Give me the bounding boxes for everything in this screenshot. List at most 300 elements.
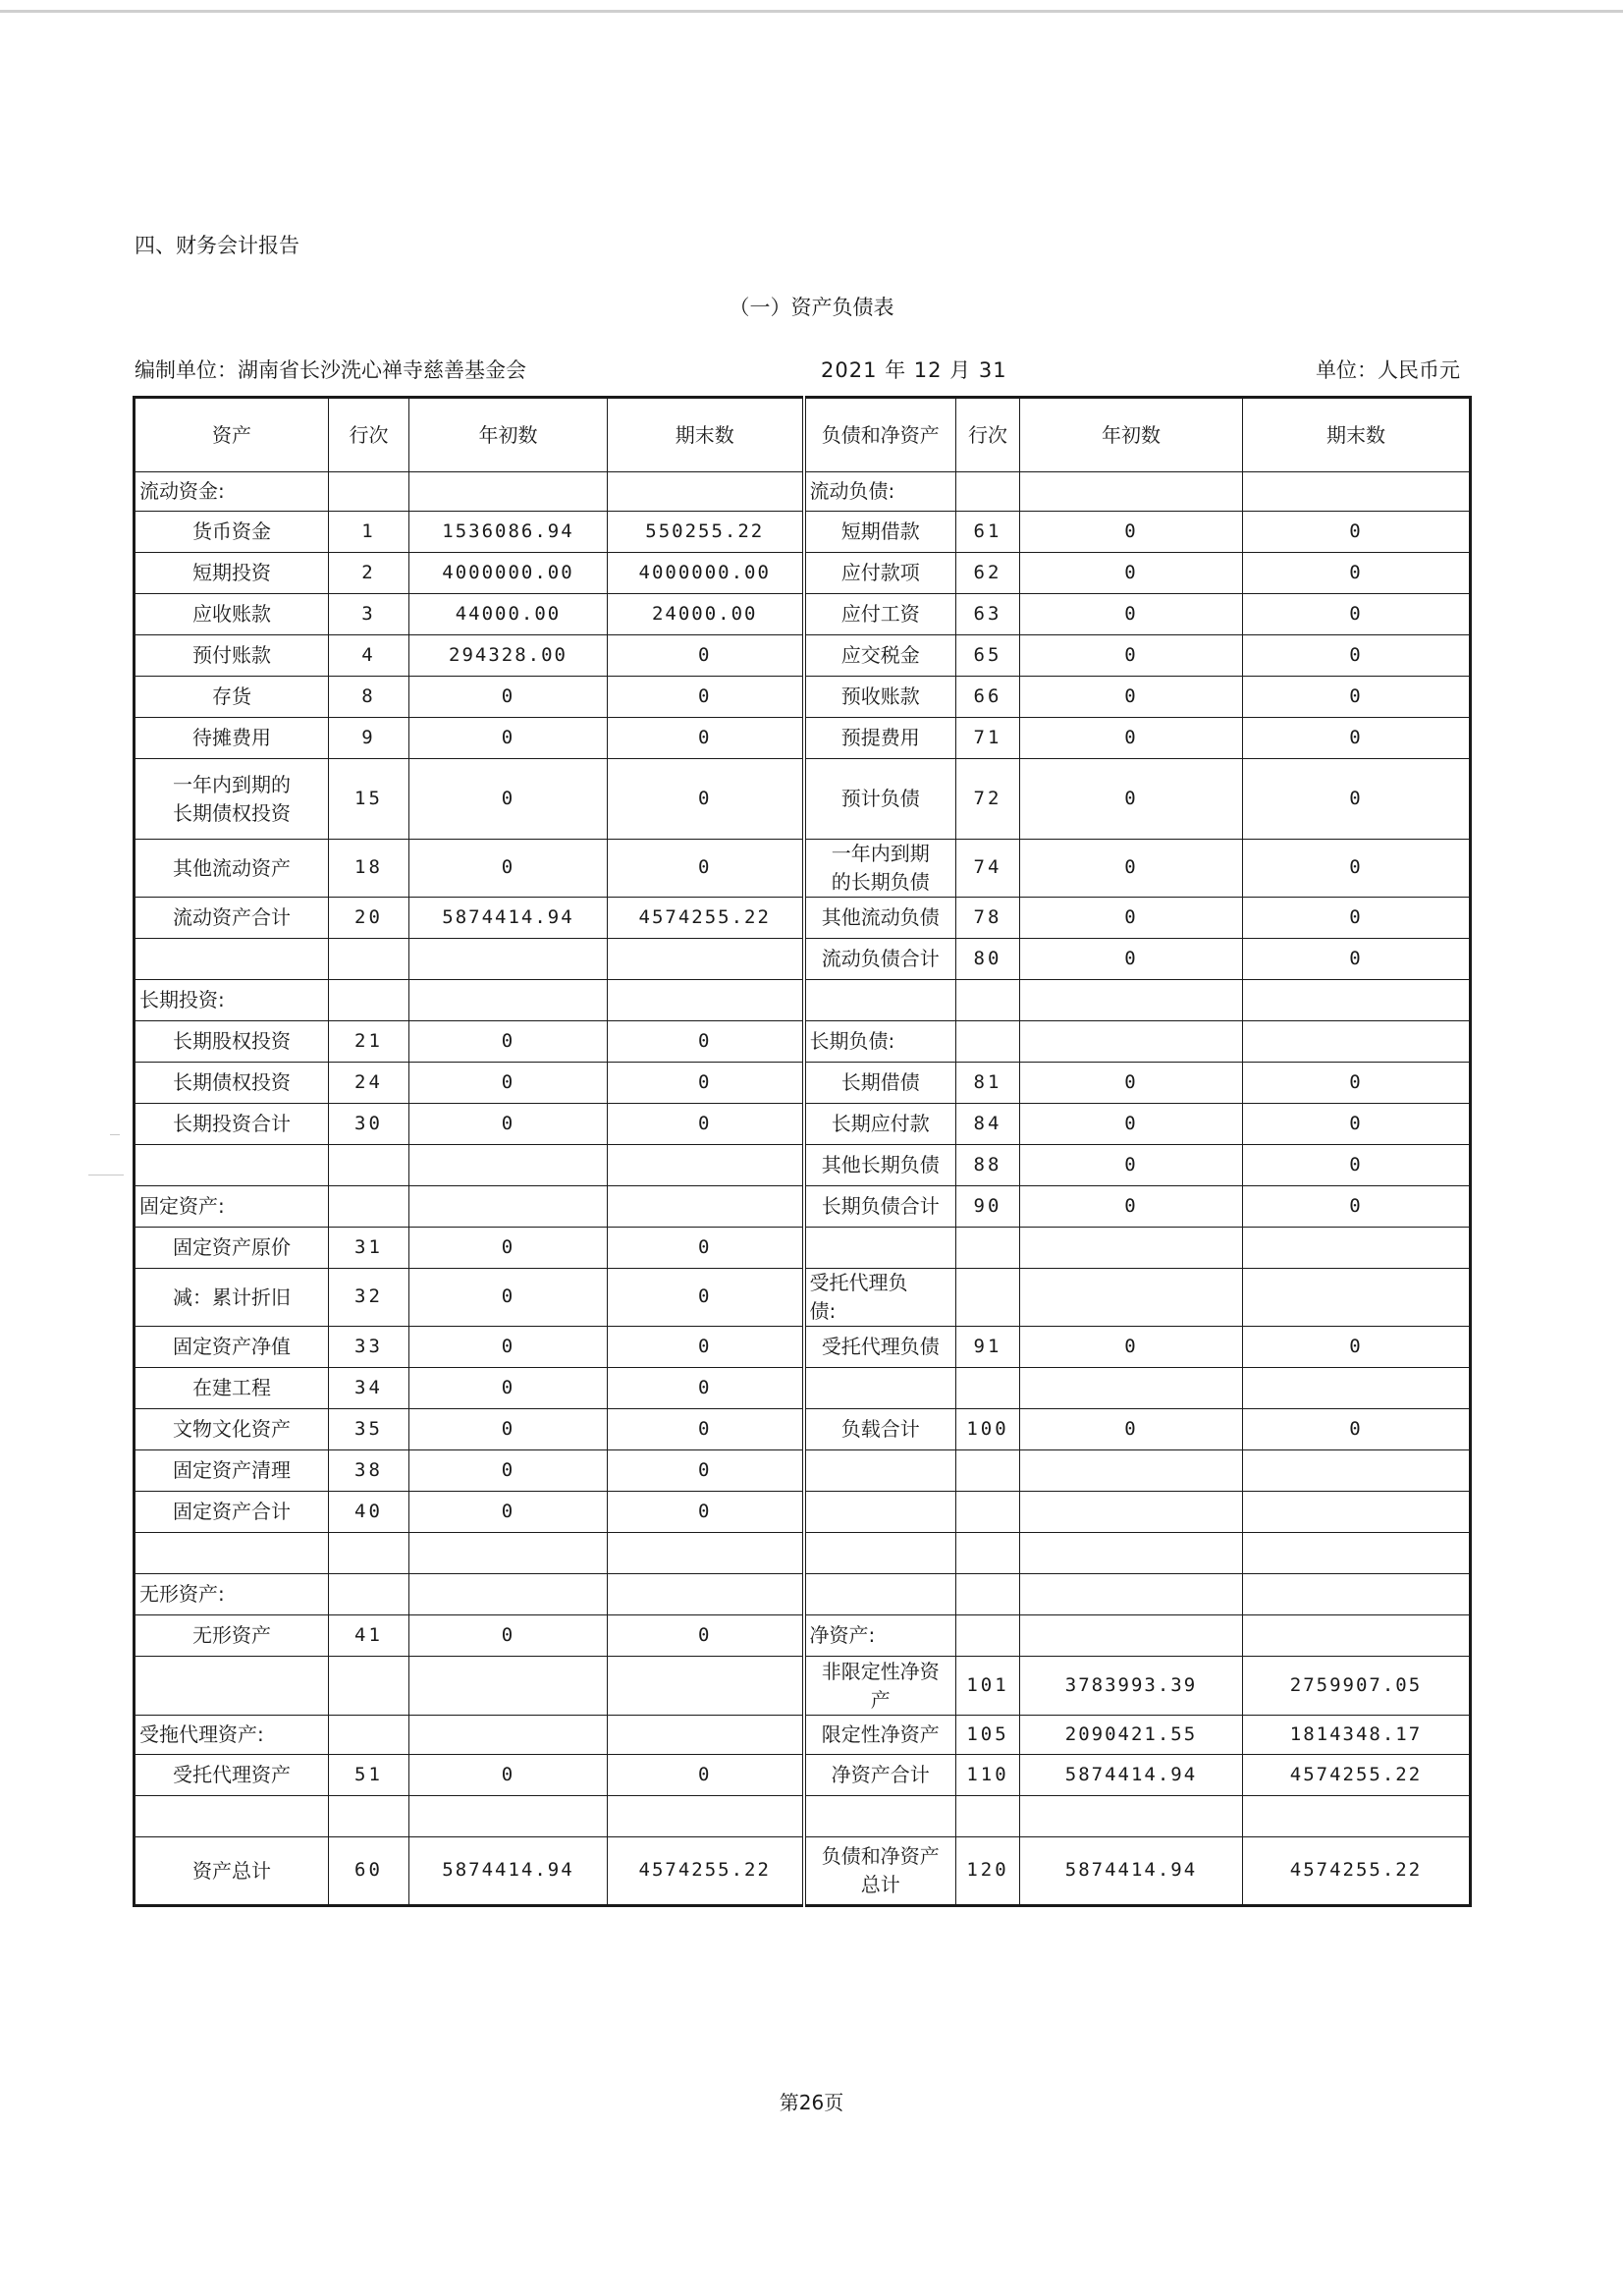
right-item-label: 净资产合计 bbox=[804, 1755, 956, 1796]
left-item-label bbox=[135, 1657, 329, 1716]
left-end-value bbox=[608, 1796, 804, 1837]
right-end-value: 0 bbox=[1243, 553, 1471, 594]
right-item-label bbox=[804, 1837, 956, 1906]
left-item-label: 流动资金: bbox=[135, 472, 329, 512]
right-item-label: 长期应付款 bbox=[804, 1104, 956, 1145]
right-begin-value: 5874414.94 bbox=[1020, 1837, 1243, 1906]
right-begin-value bbox=[1020, 1269, 1243, 1327]
left-end-value bbox=[608, 1533, 804, 1574]
right-item-label-text: 受托代理负债: bbox=[809, 1271, 908, 1323]
left-begin-value: 1536086.94 bbox=[409, 512, 608, 553]
right-begin-value bbox=[1020, 1021, 1243, 1063]
right-line-number bbox=[956, 1492, 1020, 1533]
left-end-value: 0 bbox=[608, 635, 804, 677]
right-item-label-text: 一年内到期的长期负债 bbox=[831, 842, 930, 894]
right-line-number: 63 bbox=[956, 594, 1020, 635]
right-begin-value: 3783993.39 bbox=[1020, 1657, 1243, 1716]
table-row bbox=[135, 1104, 1471, 1145]
right-begin-value: 0 bbox=[1020, 939, 1243, 980]
left-item-label: 无形资产: bbox=[135, 1574, 329, 1615]
left-line-number: 1 bbox=[329, 512, 409, 553]
left-item-label: 在建工程 bbox=[135, 1368, 329, 1409]
right-item-label bbox=[804, 1533, 956, 1574]
left-begin-value bbox=[409, 1574, 608, 1615]
left-item-label: 长期投资: bbox=[135, 980, 329, 1021]
right-line-number: 110 bbox=[956, 1755, 1020, 1796]
right-header-cell: 行次 bbox=[956, 398, 1020, 472]
right-begin-value: 0 bbox=[1020, 635, 1243, 677]
left-end-value: 0 bbox=[608, 1755, 804, 1796]
left-end-value: 0 bbox=[608, 1021, 804, 1063]
left-item-label: 资产总计 bbox=[135, 1837, 329, 1906]
left-item-label: 无形资产 bbox=[135, 1615, 329, 1657]
left-line-number: 33 bbox=[329, 1327, 409, 1368]
left-line-number: 3 bbox=[329, 594, 409, 635]
left-begin-value: 0 bbox=[409, 718, 608, 759]
left-line-number bbox=[329, 939, 409, 980]
left-line-number bbox=[329, 1186, 409, 1228]
right-line-number: 71 bbox=[956, 718, 1020, 759]
left-begin-value: 0 bbox=[409, 1615, 608, 1657]
right-begin-value bbox=[1020, 1574, 1243, 1615]
right-line-number bbox=[956, 1533, 1020, 1574]
right-end-value: 0 bbox=[1243, 677, 1471, 718]
left-end-value bbox=[608, 472, 804, 512]
right-item-label bbox=[804, 980, 956, 1021]
right-end-value: 0 bbox=[1243, 1063, 1471, 1104]
right-end-value: 0 bbox=[1243, 1186, 1471, 1228]
left-header-cell: 行次 bbox=[329, 398, 409, 472]
left-item-label: 短期投资 bbox=[135, 553, 329, 594]
right-end-value bbox=[1243, 1021, 1471, 1063]
right-item-label bbox=[804, 840, 956, 898]
scan-edge-line bbox=[0, 10, 1623, 13]
right-header-cell: 期末数 bbox=[1243, 398, 1471, 472]
right-line-number: 120 bbox=[956, 1837, 1020, 1906]
left-end-value bbox=[608, 1716, 804, 1755]
left-end-value: 0 bbox=[608, 1368, 804, 1409]
table-row bbox=[135, 472, 1471, 512]
left-item-label: 货币资金 bbox=[135, 512, 329, 553]
right-item-label: 流动负债合计 bbox=[804, 939, 956, 980]
left-line-number: 21 bbox=[329, 1021, 409, 1063]
left-header-cell: 年初数 bbox=[409, 398, 608, 472]
left-end-value: 0 bbox=[608, 1228, 804, 1269]
left-begin-value: 0 bbox=[409, 1755, 608, 1796]
left-line-number: 51 bbox=[329, 1755, 409, 1796]
right-line-number bbox=[956, 1574, 1020, 1615]
right-line-number: 88 bbox=[956, 1145, 1020, 1186]
left-line-number: 41 bbox=[329, 1615, 409, 1657]
right-line-number: 80 bbox=[956, 939, 1020, 980]
left-end-value: 0 bbox=[608, 840, 804, 898]
right-item-label bbox=[804, 1368, 956, 1409]
left-line-number: 32 bbox=[329, 1269, 409, 1327]
left-item-label: 存货 bbox=[135, 677, 329, 718]
right-line-number bbox=[956, 1021, 1020, 1063]
right-item-label: 流动负债: bbox=[804, 472, 956, 512]
table-row bbox=[135, 1615, 1471, 1657]
left-item-label: 应收账款 bbox=[135, 594, 329, 635]
left-begin-value bbox=[409, 1145, 608, 1186]
table-row bbox=[135, 1368, 1471, 1409]
right-begin-value: 2090421.55 bbox=[1020, 1716, 1243, 1755]
left-item-label: 预付账款 bbox=[135, 635, 329, 677]
left-begin-value: 44000.00 bbox=[409, 594, 608, 635]
right-item-label bbox=[804, 1657, 956, 1716]
left-begin-value: 0 bbox=[409, 1269, 608, 1327]
left-line-number: 8 bbox=[329, 677, 409, 718]
left-item-label: 固定资产净值 bbox=[135, 1327, 329, 1368]
right-item-label: 短期借款 bbox=[804, 512, 956, 553]
left-begin-value: 0 bbox=[409, 840, 608, 898]
left-item-label bbox=[135, 1533, 329, 1574]
left-line-number bbox=[329, 1145, 409, 1186]
right-line-number: 101 bbox=[956, 1657, 1020, 1716]
right-line-number: 105 bbox=[956, 1716, 1020, 1755]
right-end-value bbox=[1243, 1450, 1471, 1492]
right-end-value bbox=[1243, 1269, 1471, 1327]
left-begin-value: 4000000.00 bbox=[409, 553, 608, 594]
right-begin-value: 0 bbox=[1020, 677, 1243, 718]
table-row bbox=[135, 1716, 1471, 1755]
right-line-number bbox=[956, 980, 1020, 1021]
right-item-label bbox=[804, 1450, 956, 1492]
org-label: 编制单位：湖南省长沙洗心禅寺慈善基金会 bbox=[135, 358, 526, 382]
right-end-value bbox=[1243, 1796, 1471, 1837]
page-number: 第26页 bbox=[779, 2091, 844, 2114]
left-line-number: 15 bbox=[329, 759, 409, 840]
left-begin-value: 0 bbox=[409, 1021, 608, 1063]
right-end-value: 0 bbox=[1243, 1409, 1471, 1450]
right-line-number: 100 bbox=[956, 1409, 1020, 1450]
table-row bbox=[135, 840, 1471, 898]
left-line-number: 2 bbox=[329, 553, 409, 594]
left-line-number: 31 bbox=[329, 1228, 409, 1269]
left-item-label: 固定资产清理 bbox=[135, 1450, 329, 1492]
left-line-number: 35 bbox=[329, 1409, 409, 1450]
right-item-label bbox=[804, 1796, 956, 1837]
right-begin-value: 0 bbox=[1020, 1145, 1243, 1186]
left-item-label: 待摊费用 bbox=[135, 718, 329, 759]
table-row bbox=[135, 1574, 1471, 1615]
right-end-value bbox=[1243, 980, 1471, 1021]
left-line-number bbox=[329, 980, 409, 1021]
left-line-number bbox=[329, 1574, 409, 1615]
right-begin-value bbox=[1020, 1228, 1243, 1269]
right-line-number: 90 bbox=[956, 1186, 1020, 1228]
left-line-number bbox=[329, 1657, 409, 1716]
left-end-value: 4574255.22 bbox=[608, 898, 804, 939]
right-end-value: 0 bbox=[1243, 1104, 1471, 1145]
right-end-value: 0 bbox=[1243, 1145, 1471, 1186]
table-row bbox=[135, 980, 1471, 1021]
table-row bbox=[135, 939, 1471, 980]
right-line-number: 74 bbox=[956, 840, 1020, 898]
left-item-label: 受托代理资产 bbox=[135, 1755, 329, 1796]
left-line-number: 20 bbox=[329, 898, 409, 939]
left-end-value bbox=[608, 1186, 804, 1228]
left-line-number bbox=[329, 472, 409, 512]
left-line-number: 24 bbox=[329, 1063, 409, 1104]
left-begin-value bbox=[409, 1186, 608, 1228]
right-begin-value: 0 bbox=[1020, 759, 1243, 840]
left-begin-value: 0 bbox=[409, 1063, 608, 1104]
unit-label: 单位：人民币元 bbox=[1316, 358, 1460, 382]
right-end-value: 0 bbox=[1243, 898, 1471, 939]
right-item-label: 其他流动负债 bbox=[804, 898, 956, 939]
section-title: 四、财务会计报告 bbox=[135, 234, 299, 257]
left-end-value bbox=[608, 980, 804, 1021]
right-end-value: 0 bbox=[1243, 718, 1471, 759]
right-begin-value: 0 bbox=[1020, 1063, 1243, 1104]
left-line-number bbox=[329, 1796, 409, 1837]
right-item-label bbox=[804, 1269, 956, 1327]
right-begin-value bbox=[1020, 1450, 1243, 1492]
right-item-label: 应付款项 bbox=[804, 553, 956, 594]
left-line-number: 18 bbox=[329, 840, 409, 898]
right-begin-value: 0 bbox=[1020, 512, 1243, 553]
right-line-number: 84 bbox=[956, 1104, 1020, 1145]
table-row bbox=[135, 1186, 1471, 1228]
left-begin-value bbox=[409, 1716, 608, 1755]
left-end-value bbox=[608, 1574, 804, 1615]
table-row bbox=[135, 553, 1471, 594]
right-begin-value: 0 bbox=[1020, 1186, 1243, 1228]
right-end-value: 0 bbox=[1243, 512, 1471, 553]
right-line-number: 81 bbox=[956, 1063, 1020, 1104]
left-item-label-text: 一年内到期的长期债权投资 bbox=[173, 772, 291, 825]
left-begin-value: 0 bbox=[409, 1450, 608, 1492]
left-end-value: 0 bbox=[608, 1269, 804, 1327]
right-item-label: 长期借债 bbox=[804, 1063, 956, 1104]
left-begin-value: 0 bbox=[409, 1327, 608, 1368]
right-item-label: 长期负债: bbox=[804, 1021, 956, 1063]
left-begin-value: 0 bbox=[409, 1409, 608, 1450]
right-end-value: 4574255.22 bbox=[1243, 1755, 1471, 1796]
right-begin-value bbox=[1020, 980, 1243, 1021]
right-item-label: 其他长期负债 bbox=[804, 1145, 956, 1186]
table-header-row bbox=[135, 398, 1471, 472]
right-end-value bbox=[1243, 1368, 1471, 1409]
right-begin-value bbox=[1020, 1533, 1243, 1574]
right-end-value: 0 bbox=[1243, 759, 1471, 840]
left-end-value: 0 bbox=[608, 1409, 804, 1450]
left-item-label: 长期股权投资 bbox=[135, 1021, 329, 1063]
right-begin-value: 0 bbox=[1020, 898, 1243, 939]
left-begin-value: 294328.00 bbox=[409, 635, 608, 677]
right-line-number: 91 bbox=[956, 1327, 1020, 1368]
right-item-label: 应付工资 bbox=[804, 594, 956, 635]
left-item-label: 固定资产合计 bbox=[135, 1492, 329, 1533]
table-row bbox=[135, 1021, 1471, 1063]
right-end-value: 0 bbox=[1243, 939, 1471, 980]
left-line-number: 38 bbox=[329, 1450, 409, 1492]
left-end-value: 0 bbox=[608, 1615, 804, 1657]
right-begin-value: 0 bbox=[1020, 718, 1243, 759]
left-line-number: 34 bbox=[329, 1368, 409, 1409]
right-header-cell: 年初数 bbox=[1020, 398, 1243, 472]
right-line-number bbox=[956, 472, 1020, 512]
table-row bbox=[135, 677, 1471, 718]
right-end-value: 1814348.17 bbox=[1243, 1716, 1471, 1755]
left-item-label: 固定资产原价 bbox=[135, 1228, 329, 1269]
left-end-value: 0 bbox=[608, 677, 804, 718]
left-item-label: 长期债权投资 bbox=[135, 1063, 329, 1104]
left-begin-value bbox=[409, 1657, 608, 1716]
right-line-number bbox=[956, 1269, 1020, 1327]
left-item-label bbox=[135, 1145, 329, 1186]
right-begin-value bbox=[1020, 1796, 1243, 1837]
left-item-label: 其他流动资产 bbox=[135, 840, 329, 898]
scan-mark bbox=[110, 1134, 120, 1135]
left-line-number bbox=[329, 1716, 409, 1755]
left-item-label: 流动资产合计 bbox=[135, 898, 329, 939]
left-item-label bbox=[135, 1796, 329, 1837]
right-line-number: 78 bbox=[956, 898, 1020, 939]
right-begin-value bbox=[1020, 1615, 1243, 1657]
right-line-number: 72 bbox=[956, 759, 1020, 840]
left-end-value: 0 bbox=[608, 1492, 804, 1533]
left-item-label: 受拖代理资产: bbox=[135, 1716, 329, 1755]
left-item-label: 固定资产: bbox=[135, 1186, 329, 1228]
left-begin-value bbox=[409, 939, 608, 980]
left-begin-value bbox=[409, 1533, 608, 1574]
left-line-number: 9 bbox=[329, 718, 409, 759]
right-item-label: 预提费用 bbox=[804, 718, 956, 759]
right-item-label: 预计负债 bbox=[804, 759, 956, 840]
right-item-label: 长期负债合计 bbox=[804, 1186, 956, 1228]
right-end-value bbox=[1243, 1533, 1471, 1574]
table-row bbox=[135, 898, 1471, 939]
right-end-value bbox=[1243, 1574, 1471, 1615]
right-line-number: 65 bbox=[956, 635, 1020, 677]
table-row bbox=[135, 718, 1471, 759]
right-item-label: 受托代理负债 bbox=[804, 1327, 956, 1368]
right-end-value bbox=[1243, 1492, 1471, 1533]
right-line-number: 66 bbox=[956, 677, 1020, 718]
left-header-cell: 资产 bbox=[135, 398, 329, 472]
left-end-value: 24000.00 bbox=[608, 594, 804, 635]
right-end-value: 0 bbox=[1243, 635, 1471, 677]
table-row bbox=[135, 759, 1471, 840]
left-header-cell: 期末数 bbox=[608, 398, 804, 472]
left-begin-value: 5874414.94 bbox=[409, 1837, 608, 1906]
left-begin-value: 0 bbox=[409, 1368, 608, 1409]
right-begin-value bbox=[1020, 1368, 1243, 1409]
report-date: 2021 年 12 月 31 bbox=[821, 358, 1007, 382]
right-line-number bbox=[956, 1368, 1020, 1409]
left-begin-value: 0 bbox=[409, 1104, 608, 1145]
balance-sheet-table bbox=[133, 396, 1472, 1907]
table-row bbox=[135, 1837, 1471, 1906]
left-line-number: 4 bbox=[329, 635, 409, 677]
right-line-number bbox=[956, 1450, 1020, 1492]
table-row bbox=[135, 1327, 1471, 1368]
right-begin-value: 0 bbox=[1020, 594, 1243, 635]
right-begin-value: 0 bbox=[1020, 1327, 1243, 1368]
right-item-label bbox=[804, 1228, 956, 1269]
table-row bbox=[135, 1796, 1471, 1837]
table-row bbox=[135, 1145, 1471, 1186]
left-end-value: 0 bbox=[608, 1063, 804, 1104]
left-line-number bbox=[329, 1533, 409, 1574]
left-item-label: 长期投资合计 bbox=[135, 1104, 329, 1145]
table-row bbox=[135, 1409, 1471, 1450]
left-end-value: 4000000.00 bbox=[608, 553, 804, 594]
left-end-value: 550255.22 bbox=[608, 512, 804, 553]
right-begin-value bbox=[1020, 1492, 1243, 1533]
left-begin-value: 0 bbox=[409, 1492, 608, 1533]
left-end-value: 0 bbox=[608, 1327, 804, 1368]
right-line-number: 62 bbox=[956, 553, 1020, 594]
right-line-number bbox=[956, 1615, 1020, 1657]
right-end-value: 2759907.05 bbox=[1243, 1657, 1471, 1716]
table-row bbox=[135, 1492, 1471, 1533]
right-item-label: 预收账款 bbox=[804, 677, 956, 718]
left-begin-value: 5874414.94 bbox=[409, 898, 608, 939]
table-row bbox=[135, 594, 1471, 635]
table-row bbox=[135, 1533, 1471, 1574]
right-begin-value: 0 bbox=[1020, 553, 1243, 594]
right-item-label-text: 负债和净资产总计 bbox=[821, 1844, 940, 1896]
table-row bbox=[135, 1755, 1471, 1796]
table-row bbox=[135, 1063, 1471, 1104]
right-line-number bbox=[956, 1796, 1020, 1837]
right-end-value: 4574255.22 bbox=[1243, 1837, 1471, 1906]
left-end-value bbox=[608, 1145, 804, 1186]
left-line-number: 60 bbox=[329, 1837, 409, 1906]
left-begin-value: 0 bbox=[409, 1228, 608, 1269]
left-line-number: 30 bbox=[329, 1104, 409, 1145]
left-item-label: 文物文化资产 bbox=[135, 1409, 329, 1450]
table-row bbox=[135, 1269, 1471, 1327]
left-begin-value bbox=[409, 980, 608, 1021]
left-line-number: 40 bbox=[329, 1492, 409, 1533]
right-end-value: 0 bbox=[1243, 594, 1471, 635]
left-item-label: 减：累计折旧 bbox=[135, 1269, 329, 1327]
table-row bbox=[135, 1657, 1471, 1716]
right-item-label: 负载合计 bbox=[804, 1409, 956, 1450]
table-row bbox=[135, 1450, 1471, 1492]
left-begin-value bbox=[409, 472, 608, 512]
table-row bbox=[135, 1228, 1471, 1269]
right-begin-value: 0 bbox=[1020, 1104, 1243, 1145]
right-end-value bbox=[1243, 472, 1471, 512]
left-end-value: 0 bbox=[608, 1450, 804, 1492]
left-end-value: 0 bbox=[608, 1104, 804, 1145]
table-title: （一）资产负债表 bbox=[729, 296, 894, 319]
right-line-number: 61 bbox=[956, 512, 1020, 553]
left-end-value bbox=[608, 1657, 804, 1716]
left-item-label bbox=[135, 939, 329, 980]
right-begin-value: 5874414.94 bbox=[1020, 1755, 1243, 1796]
right-begin-value: 0 bbox=[1020, 840, 1243, 898]
right-end-value: 0 bbox=[1243, 840, 1471, 898]
left-end-value: 4574255.22 bbox=[608, 1837, 804, 1906]
right-end-value bbox=[1243, 1228, 1471, 1269]
left-end-value bbox=[608, 939, 804, 980]
right-item-label: 净资产: bbox=[804, 1615, 956, 1657]
right-line-number bbox=[956, 1228, 1020, 1269]
left-end-value: 0 bbox=[608, 759, 804, 840]
right-item-label: 限定性净资产 bbox=[804, 1716, 956, 1755]
left-begin-value bbox=[409, 1796, 608, 1837]
left-begin-value: 0 bbox=[409, 677, 608, 718]
left-begin-value: 0 bbox=[409, 759, 608, 840]
left-item-label bbox=[135, 759, 329, 840]
table-row bbox=[135, 635, 1471, 677]
